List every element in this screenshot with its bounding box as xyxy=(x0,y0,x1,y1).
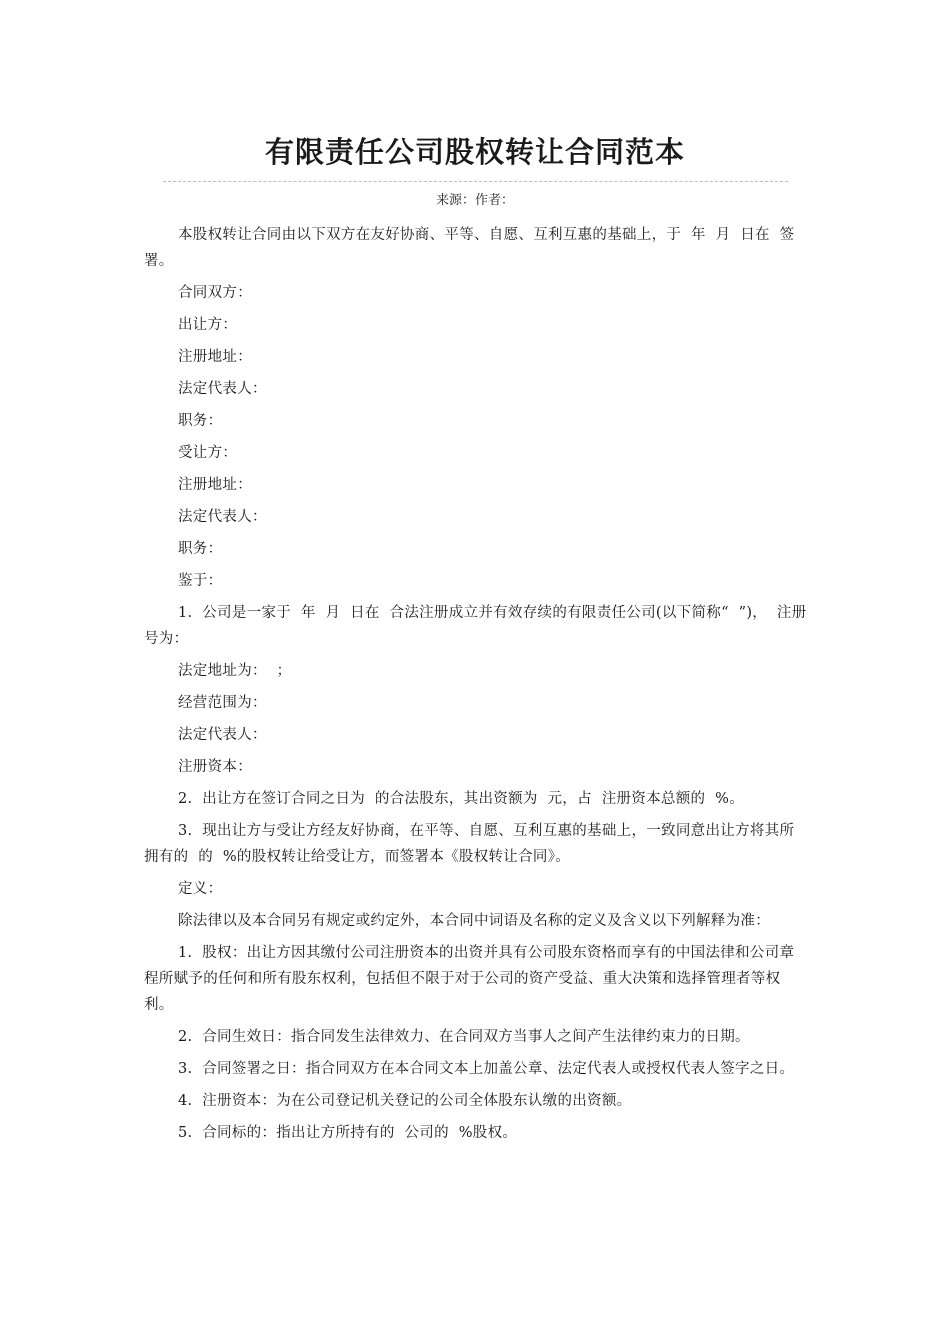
paragraph: 3. 现出让方与受让方经友好协商，在平等、自愿、互利互惠的基础上，一致同意出让方将其所拥有的 的 %的股权转让给受让方，而签署本《股权转让合同》。 xyxy=(144,823,795,865)
paragraph: 注册地址： xyxy=(178,349,252,365)
document-body xyxy=(144,222,809,1152)
paragraph: 5. 合同标的：指出让方所持有的 公司的 %股权。 xyxy=(178,1125,518,1141)
paragraph: 2. 合同生效日：指合同发生法律效力、在合同双方当事人之间产生法律约束力的日期。 xyxy=(178,1029,750,1045)
title-divider xyxy=(163,181,788,182)
paragraph: 定义： xyxy=(178,881,223,897)
paragraph: 法定代表人： xyxy=(178,509,267,525)
paragraph: 职务： xyxy=(178,541,223,557)
paragraph: 注册地址： xyxy=(178,477,252,493)
paragraph: 3. 合同签署之日：指合同双方在本合同文本上加盖公章、法定代表人或授权代表人签字之日。 xyxy=(178,1061,795,1077)
paragraph: 经营范围为： xyxy=(178,695,267,711)
source-author-line: 来源：作者： xyxy=(435,193,514,208)
paragraph: 1. 股权：出让方因其缴付公司注册资本的出资并具有公司股东资格而享有的中国法律和公司章程所赋予的任何和所有股东权利，包括但不限于对于公司的资产受益、重大决策和选择管理者等权利。 xyxy=(144,945,795,1013)
paragraph: 1. 公司是一家于 年 月 日在 合法注册成立并有效存续的有限责任公司(以下简称“ ”)， 注册号为： xyxy=(144,605,807,647)
paragraph: 法定地址为： ； xyxy=(178,663,292,679)
paragraph: 法定代表人： xyxy=(178,727,267,743)
paragraph: 本股权转让合同由以下双方在友好协商、平等、自愿、互利互惠的基础上，于 年 月 日在 签署。 xyxy=(144,227,795,269)
paragraph: 注册资本： xyxy=(178,759,252,775)
paragraph: 出让方： xyxy=(178,317,238,333)
paragraph: 除法律以及本合同另有规定或约定外，本合同中词语及名称的定义及含义以下列解释为准： xyxy=(178,913,770,929)
document-title: 有限责任公司股权转让合同范本 xyxy=(264,135,685,169)
paragraph: 职务： xyxy=(178,413,223,429)
paragraph: 鉴于： xyxy=(178,573,223,589)
paragraph: 2. 出让方在签订合同之日为 的合法股东，其出资额为 元，占 注册资本总额的 %。 xyxy=(178,791,744,807)
paragraph: 合同双方： xyxy=(178,285,252,301)
paragraph: 法定代表人： xyxy=(178,381,267,397)
paragraph: 4. 注册资本：为在公司登记机关登记的公司全体股东认缴的出资额。 xyxy=(178,1093,632,1109)
paragraph: 受让方： xyxy=(178,445,238,461)
